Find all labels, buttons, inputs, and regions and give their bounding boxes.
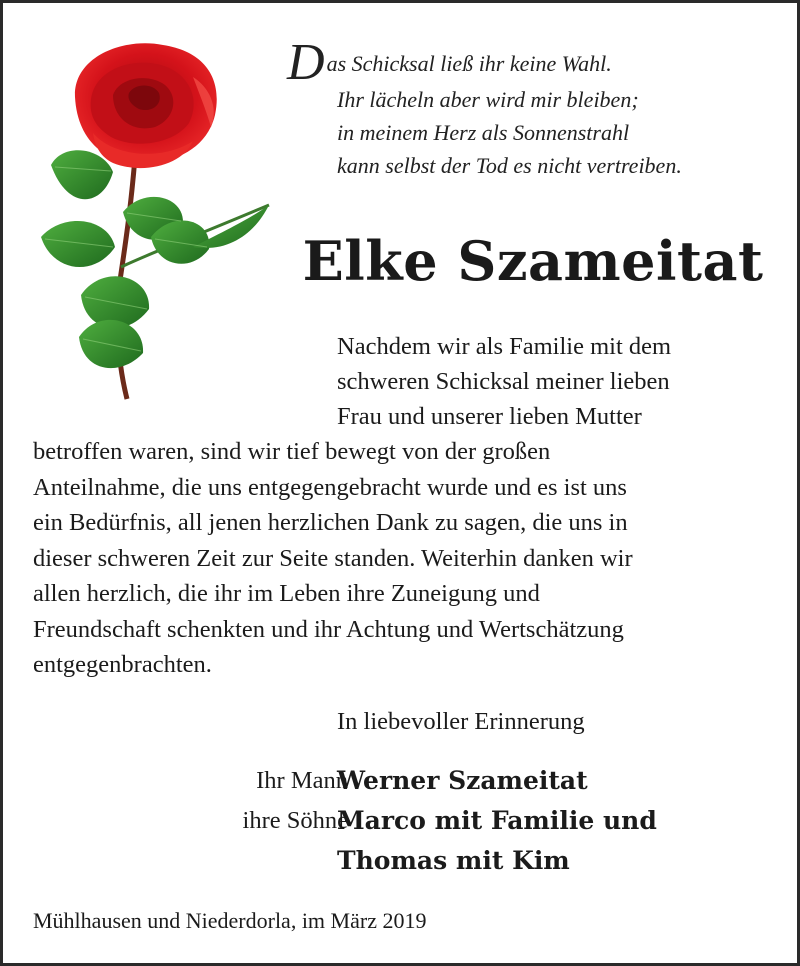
body-line: Freundschaft schenkten und ihr Achtung und Wertschätzung [33, 615, 624, 643]
signer-row [33, 801, 773, 841]
poem-line-3: in meinem Herz als Sonnenstrahl [337, 120, 630, 145]
signer-row [33, 841, 773, 881]
body-text-intro [337, 329, 777, 434]
poem-line-2: Ihr lächeln aber wird mir bleiben; [337, 87, 639, 112]
poem-line-1 [287, 34, 747, 91]
place-date-footer: Mühlhausen und Niederdorla, im März 2019 [33, 908, 427, 933]
memory-line: In liebevoller Erinnerung [337, 708, 585, 735]
poem-dropcap: D [287, 34, 325, 91]
body-line: Nachdem wir als Familie mit dem [337, 333, 672, 360]
deceased-name: Elke Szameitat [302, 229, 764, 293]
body-line: Anteilnahme, die uns entgegengebracht wurde und es ist uns [33, 473, 627, 501]
body-line: betroffen waren, sind wir tief bewegt von der großen [33, 438, 551, 465]
poem [287, 34, 747, 182]
body-text [33, 434, 778, 683]
signer-name: Werner Szameitat [337, 766, 588, 795]
body-line: ein Bedürfnis, all jenen herzlichen Dank zu sagen, die uns in [33, 509, 628, 536]
signer-row [33, 761, 773, 801]
signers-list [33, 761, 773, 881]
body-line: Frau und unserer lieben Mutter [337, 403, 642, 430]
signer-role: ihre Söhne [242, 807, 348, 834]
signer-name: Thomas mit Kim [337, 846, 570, 875]
poem-line-4: kann selbst der Tod es nicht vertreiben. [337, 153, 682, 178]
body-line: dieser schweren Zeit zur Seite standen. Weiterhin danken wir [33, 544, 633, 572]
body-line: schweren Schicksal meiner lieben [337, 368, 670, 395]
poem-line-1-text: as Schicksal ließ ihr keine Wahl. [326, 51, 612, 76]
body-line: allen herzlich, die ihr im Leben ihre Zuneigung und [33, 580, 540, 607]
signer-name: Marco mit Familie und [337, 806, 657, 835]
red-rose-icon [33, 37, 283, 407]
signer-role: Ihr Mann [256, 767, 348, 794]
body-line: entgegenbrachten. [33, 651, 212, 678]
